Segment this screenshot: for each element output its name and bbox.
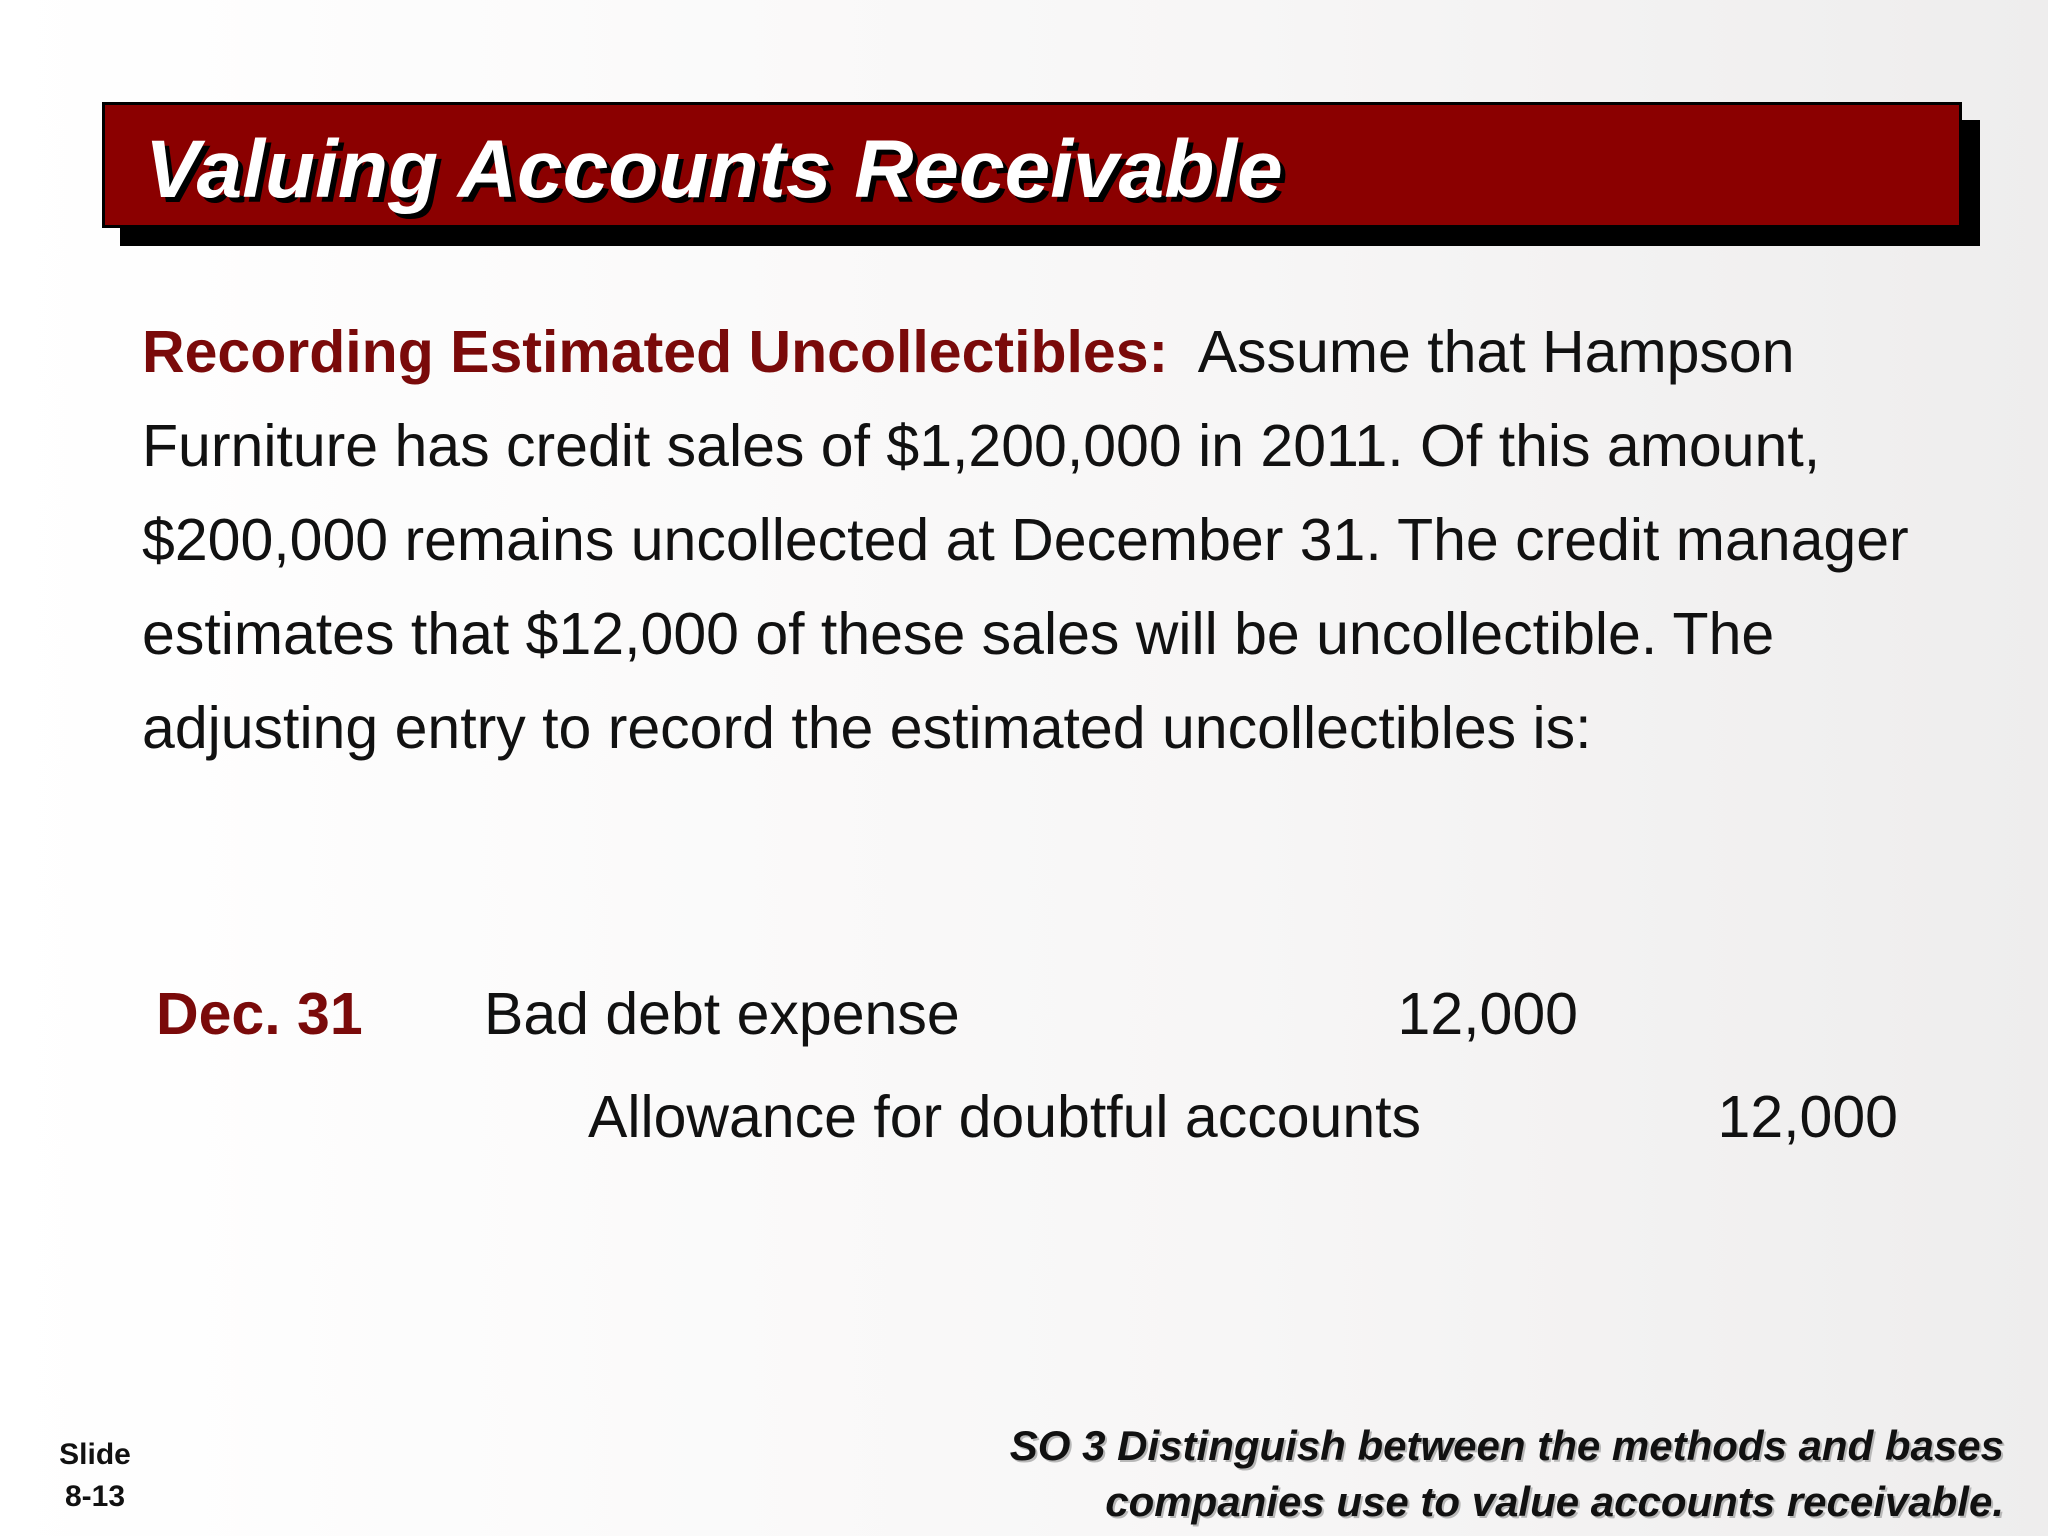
study-objective-line-1: SO 3 Distinguish between the methods and bases <box>1009 1422 2004 1469</box>
slide-title: Valuing Accounts Receivable <box>145 124 1283 215</box>
slide-number: 8-13 <box>64 1480 126 1513</box>
title-bar <box>102 102 1962 228</box>
slide-number-label <box>40 1434 150 1518</box>
journal-credit-amount: 12,000 <box>1717 1084 1898 1150</box>
body-lead-heading: Recording Estimated Uncollectibles: <box>142 319 1169 385</box>
study-objective-line-2: companies use to value accounts receivable. <box>1105 1478 2004 1525</box>
journal-debit-account: Bad debt expense <box>484 981 960 1047</box>
journal-debit-amount: 12,000 <box>1397 981 1578 1047</box>
body-paragraph <box>142 305 1972 775</box>
slide-label-text: Slide <box>59 1438 131 1471</box>
body-text: Assume that Hampson Furniture has credit sales of $1,200,000 in 2011. Of this amount, $200,000 remains uncollected at December 31. The credit manager estimates that $12,000 of these sales will be uncollectible. The adjusting entry to record the estimated uncollectibles is: <box>142 319 1909 761</box>
study-objective <box>704 1418 2004 1530</box>
journal-entry-date: Dec. 31 <box>156 981 363 1047</box>
journal-credit-account: Allowance for doubtful accounts <box>588 1084 1422 1150</box>
